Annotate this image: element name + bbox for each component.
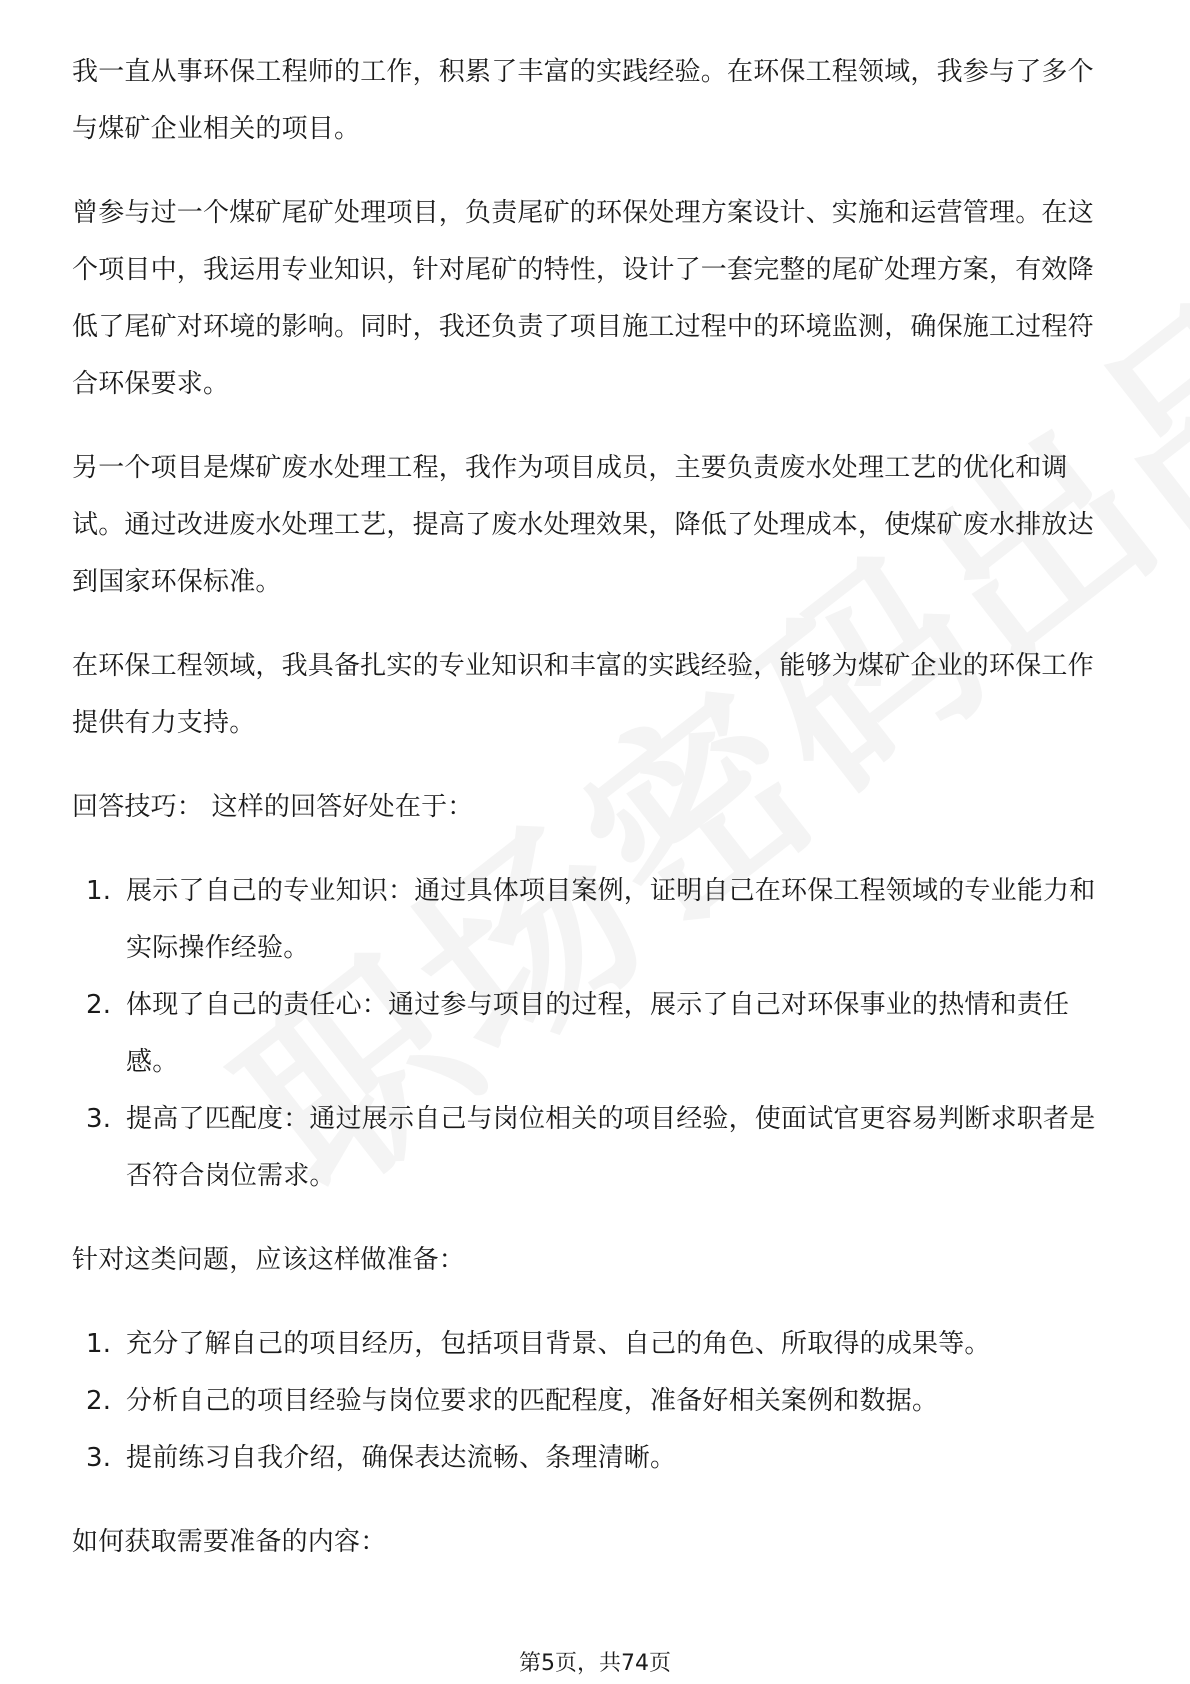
paragraph-tailings-project: 曾参与过一个煤矿尾矿处理项目，负责尾矿的环保处理方案设计、实施和运营管理。在这个项目中，我运用专业知识，针对尾矿的特性，设计了一套完整的尾矿处理方案，有效降低了尾矿对环境的影响。同时，我还负责了项目施工过程中的环境监测，确保施工过程符合环保要求。 [72, 198, 1094, 399]
list-item-number: 3. [86, 1104, 112, 1134]
list-item-text: 充分了解自己的项目经历，包括项目背景、自己的角色、所取得的成果等。 [126, 1329, 991, 1359]
prep-heading: 针对这类问题，应该这样做准备： [72, 1245, 466, 1275]
list-item-number: 3. [86, 1443, 112, 1473]
list-item-text: 提高了匹配度：通过展示自己与岗位相关的项目经验，使面试官更容易判断求职者是否符合岗位需求。 [126, 1104, 1096, 1191]
closing-heading: 如何获取需要准备的内容： [72, 1527, 387, 1557]
page-number-footer: 第5页，共74页 [519, 1651, 671, 1676]
list-item-number: 1. [86, 1329, 112, 1359]
list-item-text: 体现了自己的责任心：通过参与项目的过程，展示了自己对环保事业的热情和责任感。 [126, 990, 1070, 1077]
tips-list [72, 863, 1118, 1205]
list-item-number: 1. [86, 876, 112, 906]
list-item [72, 1373, 1118, 1430]
tips-heading: 回答技巧： 这样的回答好处在于： [72, 792, 474, 822]
list-item [72, 863, 1118, 977]
page-content [72, 44, 1118, 1598]
list-item [72, 1316, 1118, 1373]
list-item-text: 展示了自己的专业知识：通过具体项目案例，证明自己在环保工程领域的专业能力和实际操作经验。 [126, 876, 1096, 963]
prep-list [72, 1316, 1118, 1487]
paragraph-wastewater-project: 另一个项目是煤矿废水处理工程，我作为项目成员，主要负责废水处理工艺的优化和调试。通过改进废水处理工艺，提高了废水处理效果，降低了处理成本，使煤矿废水排放达到国家环保标准。 [72, 453, 1094, 597]
list-item-text: 提前练习自我介绍，确保表达流畅、条理清晰。 [126, 1443, 677, 1473]
paragraph-summary: 在环保工程领域，我具备扎实的专业知识和丰富的实践经验，能够为煤矿企业的环保工作提供有力支持。 [72, 651, 1094, 738]
list-item-text: 分析自己的项目经验与岗位要求的匹配程度，准备好相关案例和数据。 [126, 1386, 939, 1416]
list-item [72, 977, 1118, 1091]
list-item [72, 1430, 1118, 1487]
list-item-number: 2. [86, 990, 112, 1020]
list-item-number: 2. [86, 1386, 112, 1416]
paragraph-intro: 我一直从事环保工程师的工作，积累了丰富的实践经验。在环保工程领域，我参与了多个与煤矿企业相关的项目。 [72, 57, 1094, 144]
list-item [72, 1091, 1118, 1205]
